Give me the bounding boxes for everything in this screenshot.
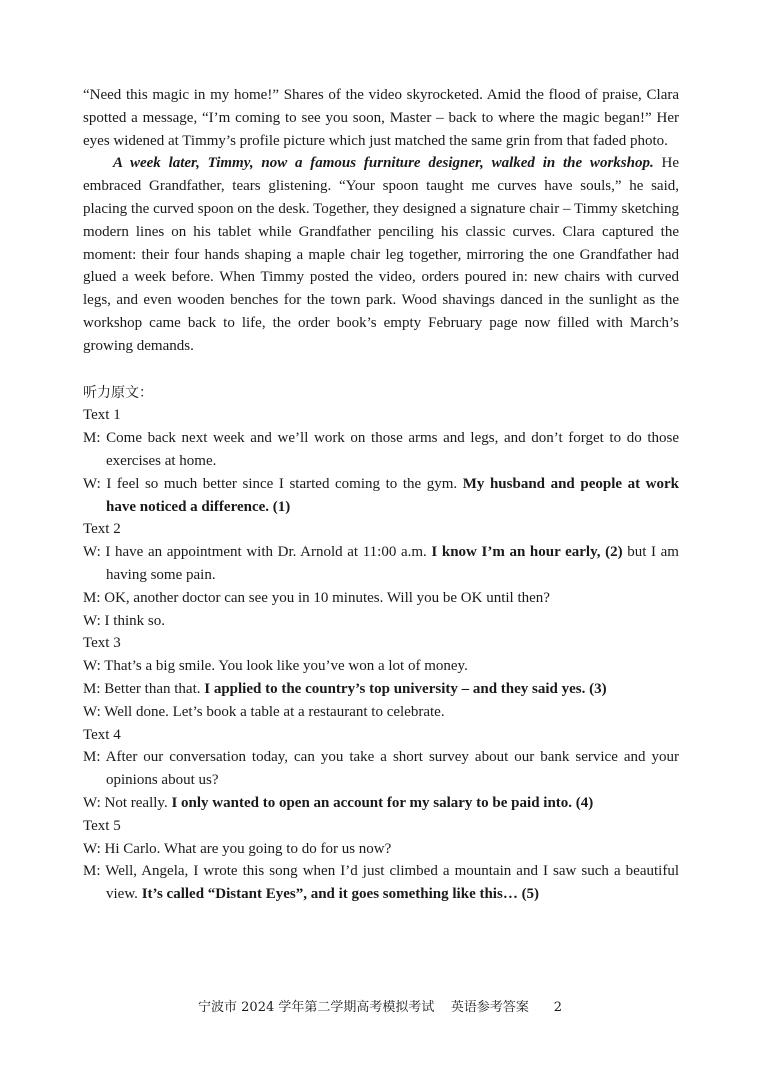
dialogue-line [83,860,679,906]
story-paragraph-1: “Need this magic in my home!” Shares of the video skyrocketed. Amid the flood of praise, Clara spotted a message, “I’m coming to see you soon, Master – back to where the magic began!” Her eyes widened at Timmy’s profile picture which just matched the same grin from that faded photo. [83,87,679,149]
dialogue-line [83,427,679,473]
page-footer: 宁波市 2024 学年第二学期高考模拟考试 英语参考答案 2 [198,1000,562,1015]
dialogue-text: After our conversation today, can you take a short survey about our bank service and your opinions about us? [105,749,679,789]
dialogue-line [83,473,679,519]
dialogue-line [83,701,679,724]
dialogue-line [83,838,679,861]
story-paragraph-2 [83,152,679,357]
text-label: Text 4 [83,726,121,743]
key-answer-text: I know I’m an hour early, (2) [431,544,623,561]
speaker-tag: W: [83,840,105,857]
speaker-tag: W: [83,544,106,561]
dialogue-line [83,678,679,701]
dialogue-text: Not really. [104,794,172,811]
section-gap [83,358,679,382]
dialogue-text: That’s a big smile. You look like you’ve won a lot of money. [104,658,468,675]
dialogue-text: Come back next week and we’ll work on those arms and legs, and don’t forget to do those exercises at home. [106,430,679,469]
dialogue-text: Well, Angela, I wrote this song when I’d just climbed a mountain and I saw such a beautiful view. [105,863,679,903]
speaker-tag: W: [83,703,105,720]
dialogue-text: Better than that. [104,680,205,697]
speaker-tag: W: [83,794,105,811]
speaker-tag: W: [83,658,105,675]
speaker-tag: M: [83,589,105,606]
key-answer-text: My husband and people at work have noticed a difference. (1) [106,475,679,515]
dialogue-text: Hi Carlo. What are you going to do for us now? [104,840,392,857]
story-paragraph-2-rest: He embraced Grandfather, tears glistening. “Your spoon taught me curves have souls,” he said, placing the curved spoon on the desk. Together, they designed a signature chair – Timmy sketching modern lines on his tablet while Grandfather penciling his classic curves. Clara captured the moment: their four hands shaping a maple chair leg together, mirroring the one Grandfather had glued a week before. When Timmy posted the video, orders poured in: new chairs with curved legs, and even wooden benches for the town park. Wood shavings danced in the sunlight as the workshop came back to life, the order book’s empty February page now filled with March’s growing demands. [83,155,679,354]
speaker-tag: W: [83,612,105,629]
dialogue-line [83,541,679,587]
transcript-heading: 听力原文： [83,384,153,401]
dialogue-text: I feel so much better since I started coming to the gym. [106,475,463,492]
text-label: Text 2 [83,521,121,538]
key-answer-text: I only wanted to open an account for my salary to be paid into. (4) [171,794,594,811]
dialogue-line [83,655,679,678]
key-answer-text: I applied to the country’s top university – and they said yes. (3) [204,680,607,697]
speaker-tag: M: [83,430,107,447]
speaker-tag: M: [83,863,106,880]
text-label: Text 1 [83,407,121,424]
dialogue-line [83,610,679,633]
text-label: Text 3 [83,635,121,652]
dialogue-text: OK, another doctor can see you in 10 minutes. Will you be OK until then? [104,589,550,606]
dialogue-text: Well done. Let’s book a table at a restaurant to celebrate. [104,703,445,720]
dialogue-text: I think so. [104,612,165,629]
dialogue-line [83,587,679,610]
dialogue-text-after: but I am having some pain. [106,544,679,583]
speaker-tag: W: [83,475,107,492]
transcript-list [83,404,679,906]
story-paragraph-2-lead: A week later, Timmy, now a famous furniture designer, walked in the workshop. [113,155,654,172]
speaker-tag: M: [83,749,106,766]
dialogue-text: I have an appointment with Dr. Arnold at 11:00 a.m. [105,544,432,561]
text-label: Text 5 [83,817,121,834]
answer-page [83,84,679,906]
speaker-tag: M: [83,680,105,697]
dialogue-line [83,746,679,792]
key-answer-text: It’s called “Distant Eyes”, and it goes something like this… (5) [141,886,540,903]
dialogue-line [83,792,679,815]
